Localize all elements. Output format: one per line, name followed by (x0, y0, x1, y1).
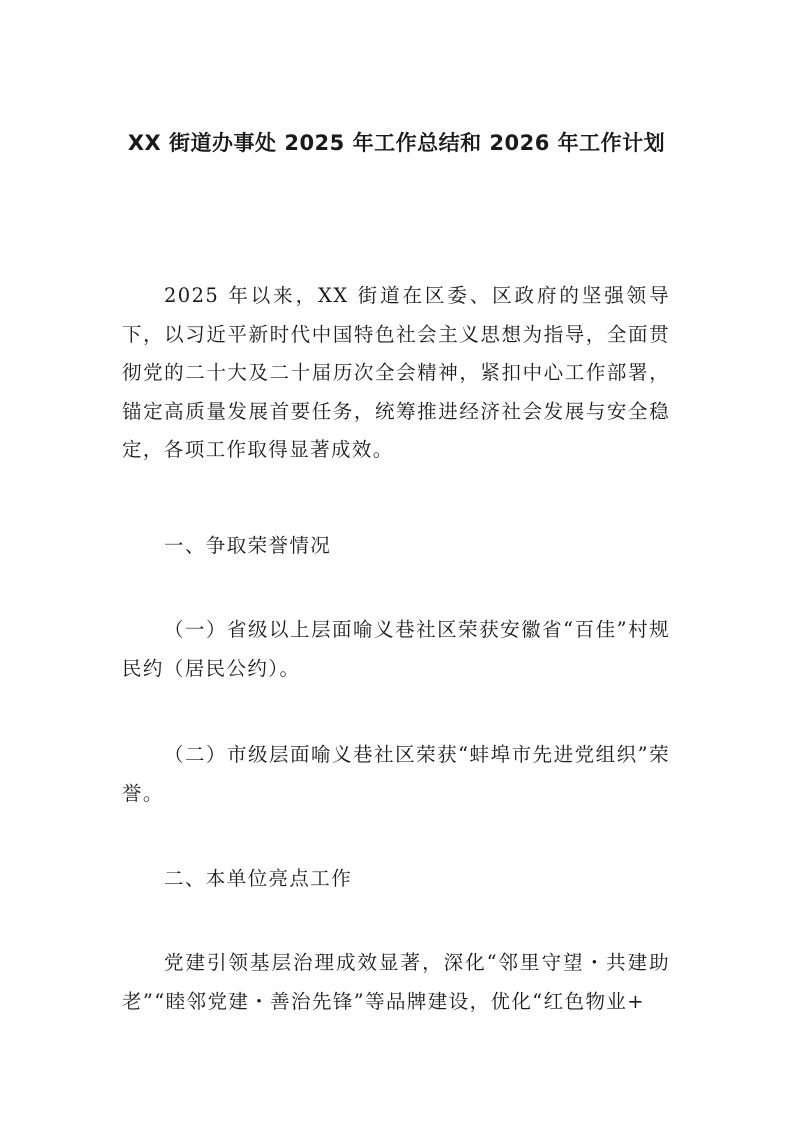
section-heading-highlights: 二、本单位亮点工作 (164, 867, 353, 890)
intro-paragraph: 2025 年以来，XX 街道在区委、区政府的坚强领导下，以习近平新时代中国特色社会主义思想为指导，全面贯彻党的二十大及二十届历次全会精神，紧扣中心工作部署，锚定高质量发展首要任务，统筹推进经济社会发展与安全稳定，各项工作取得显著成效。 (122, 284, 670, 461)
highlight-paragraph: 党建引领基层治理成效显著，深化“邻里守望・共建助老”“睦邻党建・善治先锋”等品牌建设，优化“红色物业+ (122, 951, 670, 1013)
honor-item-municipal: （二）市级层面喻义巷社区荣获“蚌埠市先进党组织”荣誉。 (122, 743, 670, 805)
honor-item-provincial: （一）省级以上层面喻义巷社区荣获安徽省“百佳”村规民约（居民公约）。 (122, 618, 670, 680)
document-title: XX 街道办事处 2025 年工作总结和 2026 年工作计划 (127, 131, 666, 155)
section-heading-honors: 一、争取荣誉情况 (164, 534, 332, 557)
